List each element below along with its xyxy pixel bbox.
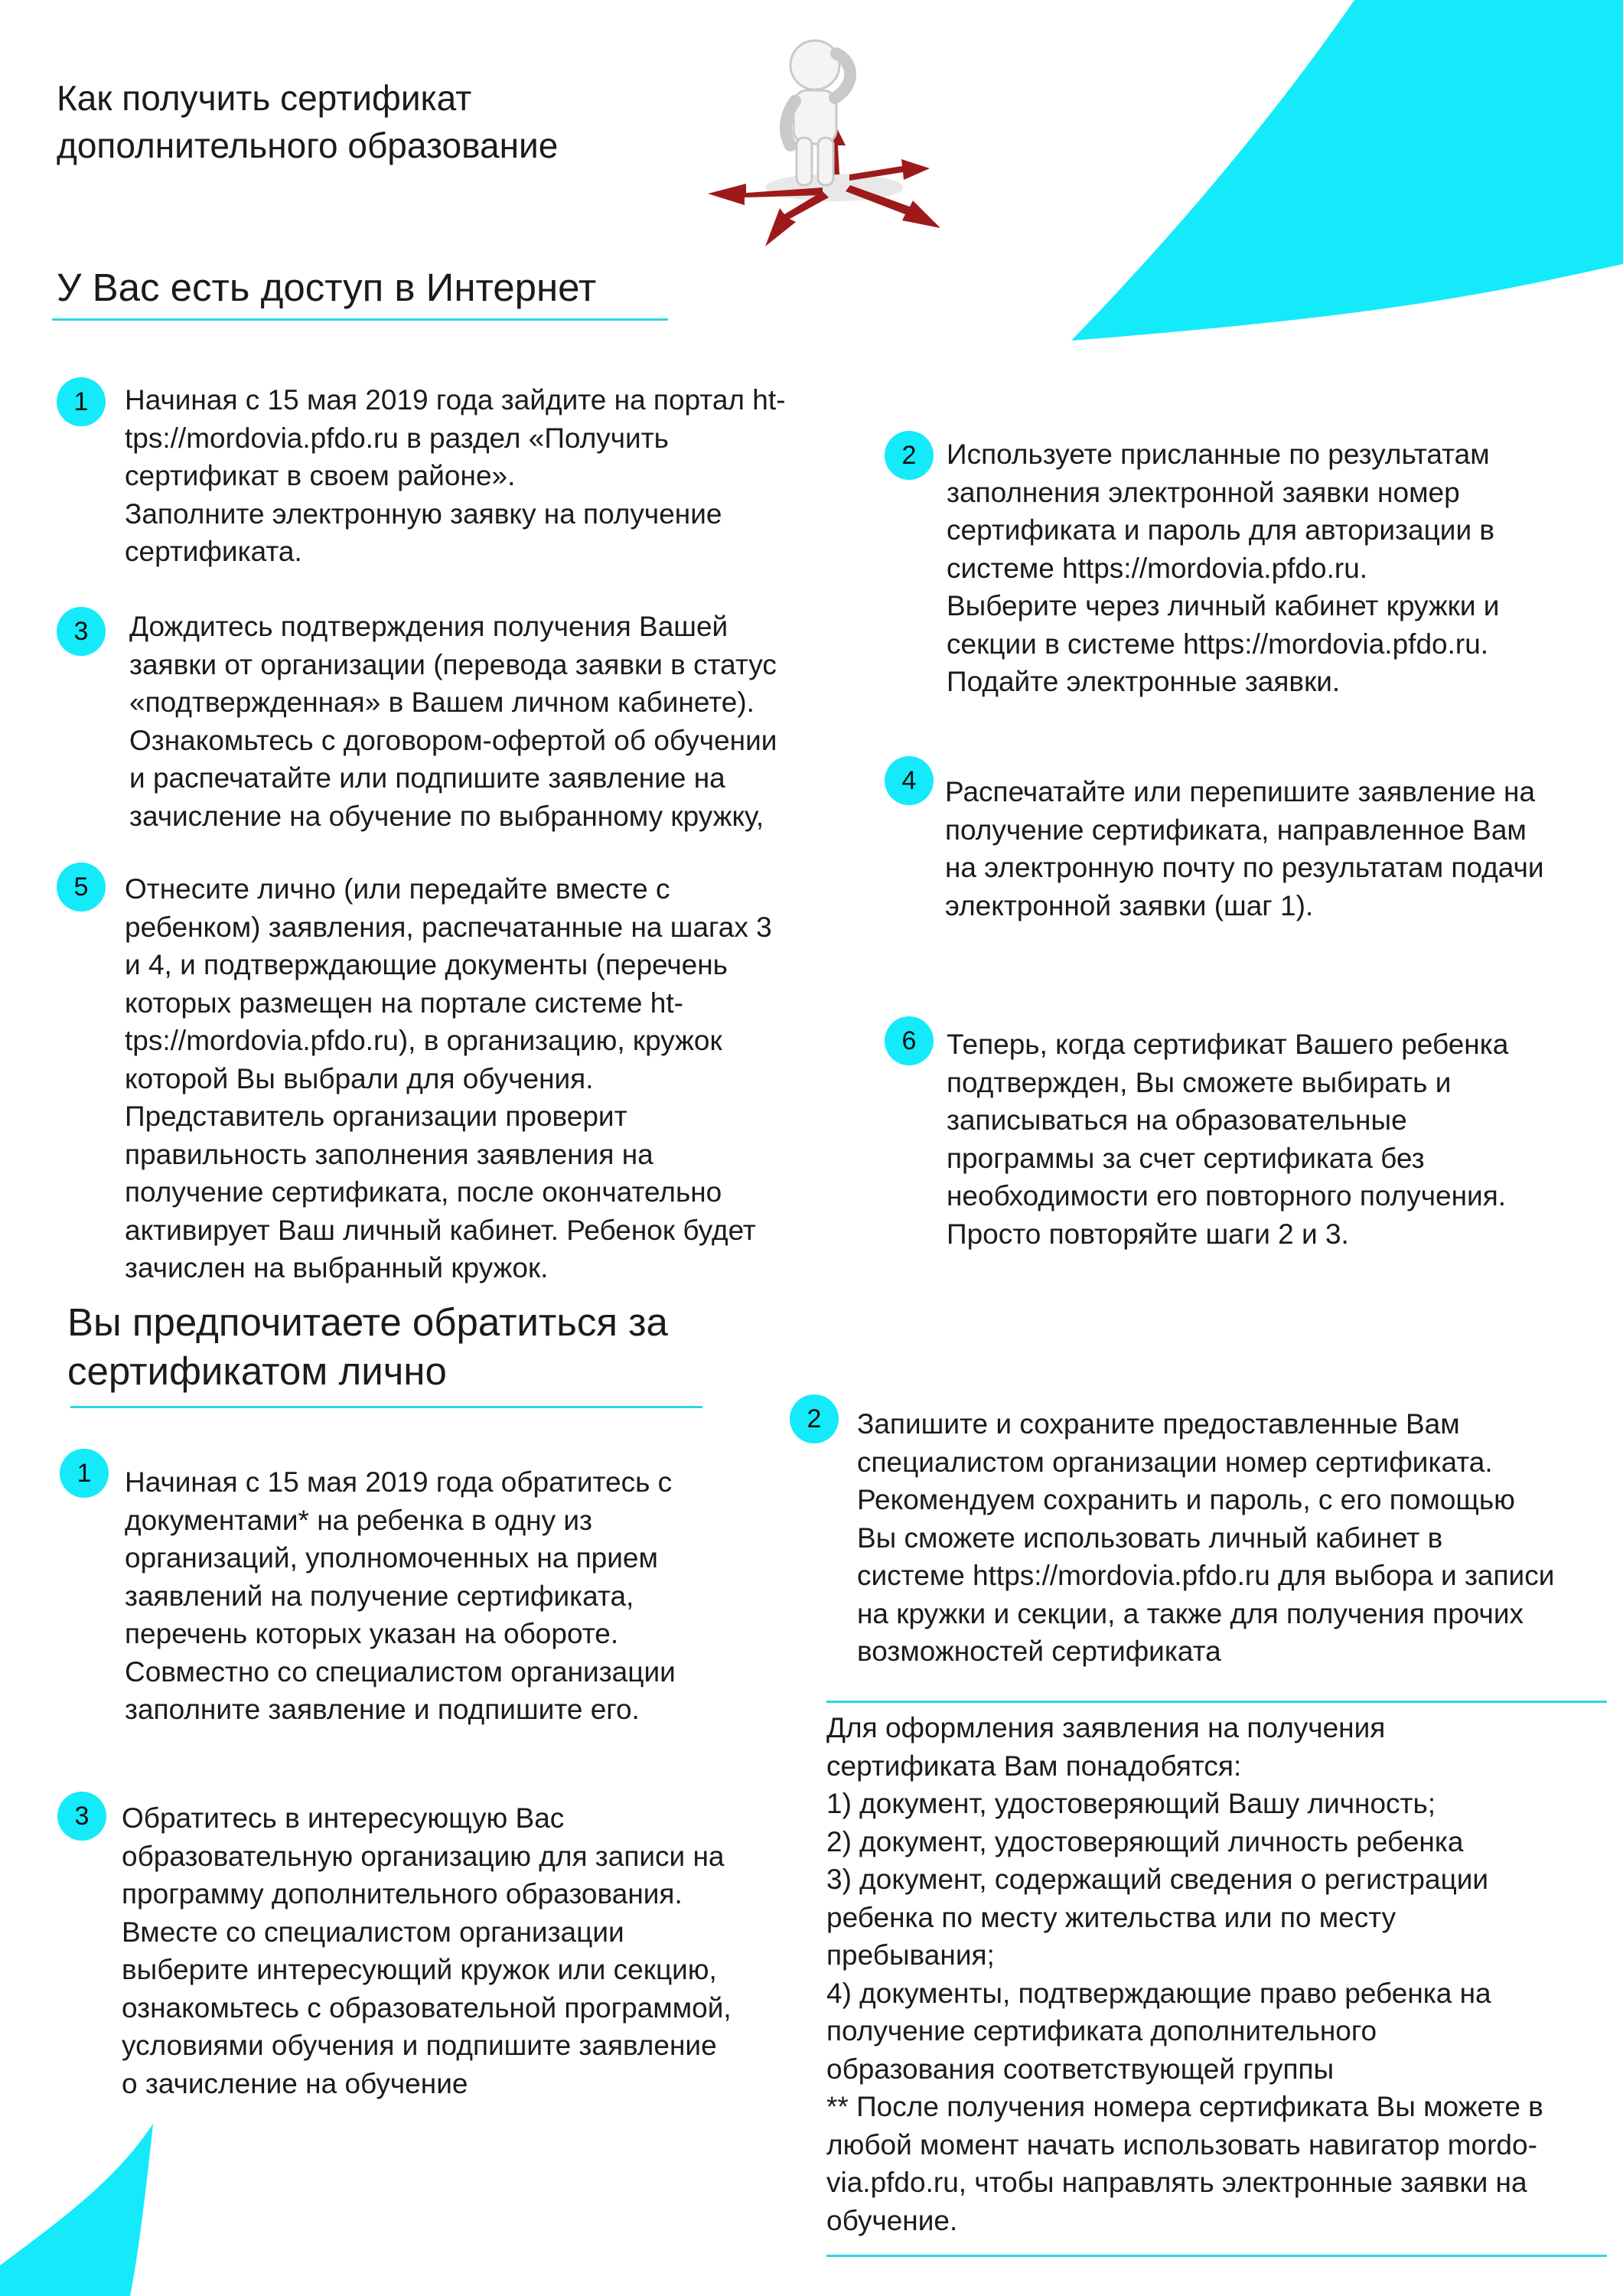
inperson-step-2-badge: 2 [790,1394,839,1443]
online-step-4-text: Распечатайте или перепишите заявление на получение сертификата, направленное Вам на электронную почту по результатам подачи электронной заявки (шаг 1). [945,776,1544,921]
online-step-3-badge: 3 [57,607,106,656]
person-leg-left [797,138,812,185]
top-right-corner-shape [1071,0,1623,341]
online-step-1-text: Начиная с 15 мая 2019 года зайдите на портал ht- tps://mordovia.pfdo.ru в раздел «Получить сертификат в своем районе». Заполните электронную заявку на получение сертификата. [125,384,786,567]
documents-item-1: 1) документ, удостоверяющий Вашу личность; [826,1788,1436,1819]
online-heading-divider [52,318,668,321]
bottom-left-corner-shape [0,2124,153,2296]
documents-item-4: 4) документы, подтверждающие право ребенка на получение сертификата дополнительного образования соответствующей группы [826,1977,1491,2085]
online-section-heading: У Вас есть доступ в Интернет [57,266,597,309]
inperson-heading-divider [70,1406,702,1408]
online-step-1-badge: 1 [57,377,106,426]
person-crossroads-illustration [700,31,953,253]
documents-item-2: 2) документ, удостоверяющий личность ребенка [826,1825,1464,1857]
person-figure [786,41,850,185]
inperson-step-3-badge: 3 [57,1792,106,1841]
online-step-5-badge: 5 [57,863,106,912]
online-step-5-text: Отнесите лично (или передайте вместе с ребенком) заявления, распечатанные на шагах 3 и 4, и подтверждающие документы (перечень которых размещен на портале системе ht- tps://mordovia.pfdo.ru), в организацию, кружок которой Вы выбрали для обучения. Представитель организации проверит правильность заполнения заявления на получение сертификата, после окончательно активирует Ваш личный кабинет. Ребенок будет зачислен на выбранный кружок. [125,873,772,1283]
page-title [57,74,684,169]
inperson-heading-line1: Вы предпочитаете обратиться за [67,1300,668,1344]
documents-item-3: 3) документ, содержащий сведения о регистрации ребенка по месту жительства или по месту пребывания; [826,1864,1489,1971]
online-step-6-text: Теперь, когда сертификат Вашего ребенка подтвержден, Вы сможете выбирать и записываться на образовательные программы за счет сертификата без необходимости его повторного получения. Просто повторяйте шаги 2 и 3. [947,1029,1509,1250]
inperson-step-1-badge: 1 [60,1449,109,1498]
inperson-step-3-text: Обратитесь в интересующую Вас образовательную организацию для записи на программу дополнительного образования. Вместе со специалистом организации выберите интересующий кружок или секцию, ознакомьтесь с образовательной программой, условиями обучения и подпишите заявление о зачисление на обучение [122,1802,732,2099]
documents-note: ** После получения номера сертификата Вы можете в любой момент начать использовать навигатор mordo- via.pfdo.ru, чтобы направлять электронные заявки на обучение. [826,2091,1543,2236]
inperson-section-heading [67,1298,756,1396]
online-step-4-badge: 4 [885,756,934,805]
page-title-line1: Как получить сертификат [57,78,472,118]
arrow-right [849,159,930,181]
documents-top-divider [826,1701,1607,1703]
online-step-6-badge: 6 [885,1016,934,1065]
online-step-2-text: Используете присланные по результатам заполнения электронной заявки номер сертификата и пароль для авторизации в системе https://mordovia.pfdo.ru. Выберите через личный кабинет кружки и секции в системе https://mordovia.pfdo.ru. Подайте электронные заявки. [947,439,1500,697]
person-leg-right [818,138,833,185]
online-step-2-badge: 2 [885,431,934,480]
inperson-step-1-text: Начиная с 15 мая 2019 года обратитесь с документами* на ребенка в одну из организаций, уполномоченных на прием заявлений на получение сертификата, перечень которых указан на обороте. Совместно со специалистом организации заполните заявление и подпишите его. [125,1466,676,1725]
online-step-3-text: Дождитесь подтверждения получения Вашей заявки от организации (перевода заявки в статус «подтвержденная» в Вашем личном кабинете). Ознакомьтесь с договором-офертой об обучении и распечатайте или подпишите заявление на зачисление на обучение по выбранному кружку, [129,611,777,832]
required-documents-box [826,1709,1615,2239]
arrow-down [765,191,829,246]
documents-bottom-divider [826,2255,1607,2257]
page-title-line2: дополнительного образование [57,126,559,165]
inperson-heading-line2: сертификатом лично [67,1349,447,1393]
inperson-step-2-text: Запишите и сохраните предоставленные Вам специалистом организации номер сертификата. Рекомендуем сохранить и пароль, с его помощью Вы сможете использовать личный кабинет в системе https://mordovia.pfdo.ru для выбора и записи на кружки и секции, а также для получения прочих возможностей сертификата [857,1408,1555,1667]
person-head [790,41,839,90]
documents-intro: Для оформления заявления на получения сертификата Вам понадобятся: [826,1712,1386,1782]
